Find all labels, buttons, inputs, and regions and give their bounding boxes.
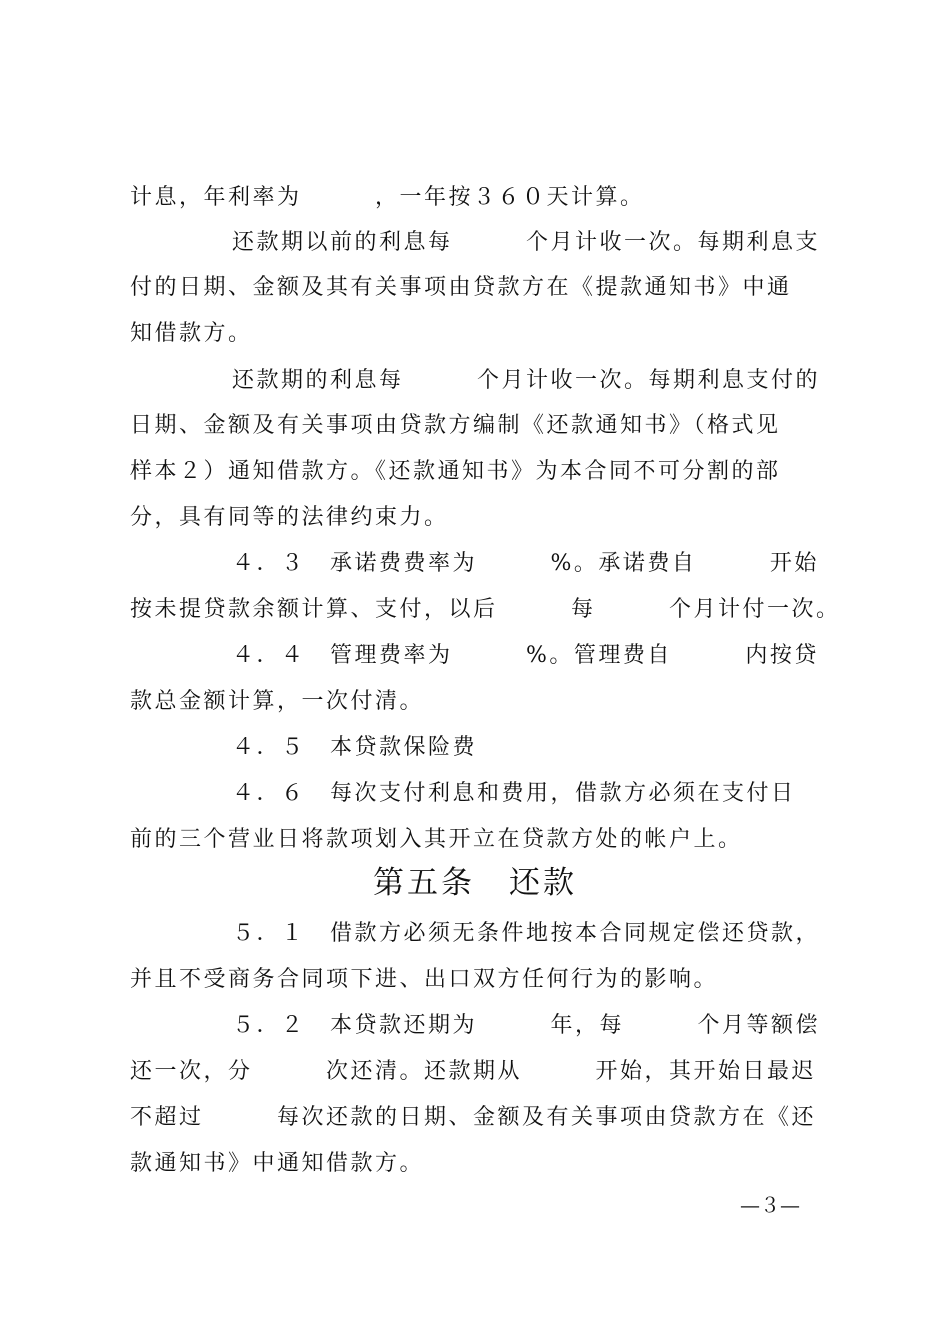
clause-4-5-line-1: ４．５ 本贷款保险费 bbox=[232, 735, 478, 760]
article-5-heading: 第五条 还款 bbox=[373, 865, 577, 901]
interest-rate-line-1: 计息，年利率为 ，一年按３６０天计算。 bbox=[130, 185, 645, 210]
clause-5-1-line-2: 并且不受商务合同项下进、出口双方任何行为的影响。 bbox=[130, 967, 719, 992]
clause-4-3-line-1: ４．３ 承诺费费率为 %。承诺费自 开始 bbox=[232, 551, 819, 576]
clause-5-2-line-3: 不超过 每次还款的日期、金额及有关事项由贷款方在《还 bbox=[130, 1105, 817, 1130]
repayment-interest-line-2: 日期、金额及有关事项由贷款方编制《还款通知书》（格式见 bbox=[130, 413, 781, 438]
pre-repayment-interest-line-2: 付的日期、金额及其有关事项由贷款方在《提款通知书》中通 bbox=[130, 275, 792, 300]
clause-4-6-line-1: ４．６ 每次支付利息和费用，借款方必须在支付日 bbox=[232, 781, 796, 806]
clause-4-6-line-2: 前的三个营业日将款项划入其开立在贷款方处的帐户上。 bbox=[130, 827, 743, 852]
clause-4-4-line-2: 款总金额计算，一次付清。 bbox=[130, 689, 425, 714]
clause-5-1-line-1: ５．１ 借款方必须无条件地按本合同规定偿还贷款， bbox=[232, 921, 821, 946]
clause-5-2-line-1: ５．２ 本贷款还期为 年，每 个月等额偿 bbox=[232, 1013, 821, 1038]
repayment-interest-line-1: 还款期的利息每 个月计收一次。每期利息支付的 bbox=[232, 368, 821, 393]
repayment-interest-line-4: 分，具有同等的法律约束力。 bbox=[130, 505, 449, 530]
clause-4-3-line-2: 按未提贷款余额计算、支付，以后 每 个月计付一次。 bbox=[130, 597, 841, 622]
clause-4-4-line-1: ４．４ 管理费率为 %。管理费自 内按贷 bbox=[232, 643, 819, 668]
pre-repayment-interest-line-1: 还款期以前的利息每 个月计收一次。每期利息支 bbox=[232, 230, 821, 255]
pre-repayment-interest-line-3: 知借款方。 bbox=[130, 321, 253, 346]
repayment-interest-line-3: 样本２）通知借款方。《还款通知书》为本合同不可分割的部 bbox=[130, 459, 781, 484]
clause-5-2-line-4: 款通知书》中通知借款方。 bbox=[130, 1151, 425, 1176]
clause-5-2-line-2: 还一次，分 次还清。还款期从 开始，其开始日最迟 bbox=[130, 1059, 817, 1084]
page-number: —３— bbox=[740, 1193, 800, 1217]
